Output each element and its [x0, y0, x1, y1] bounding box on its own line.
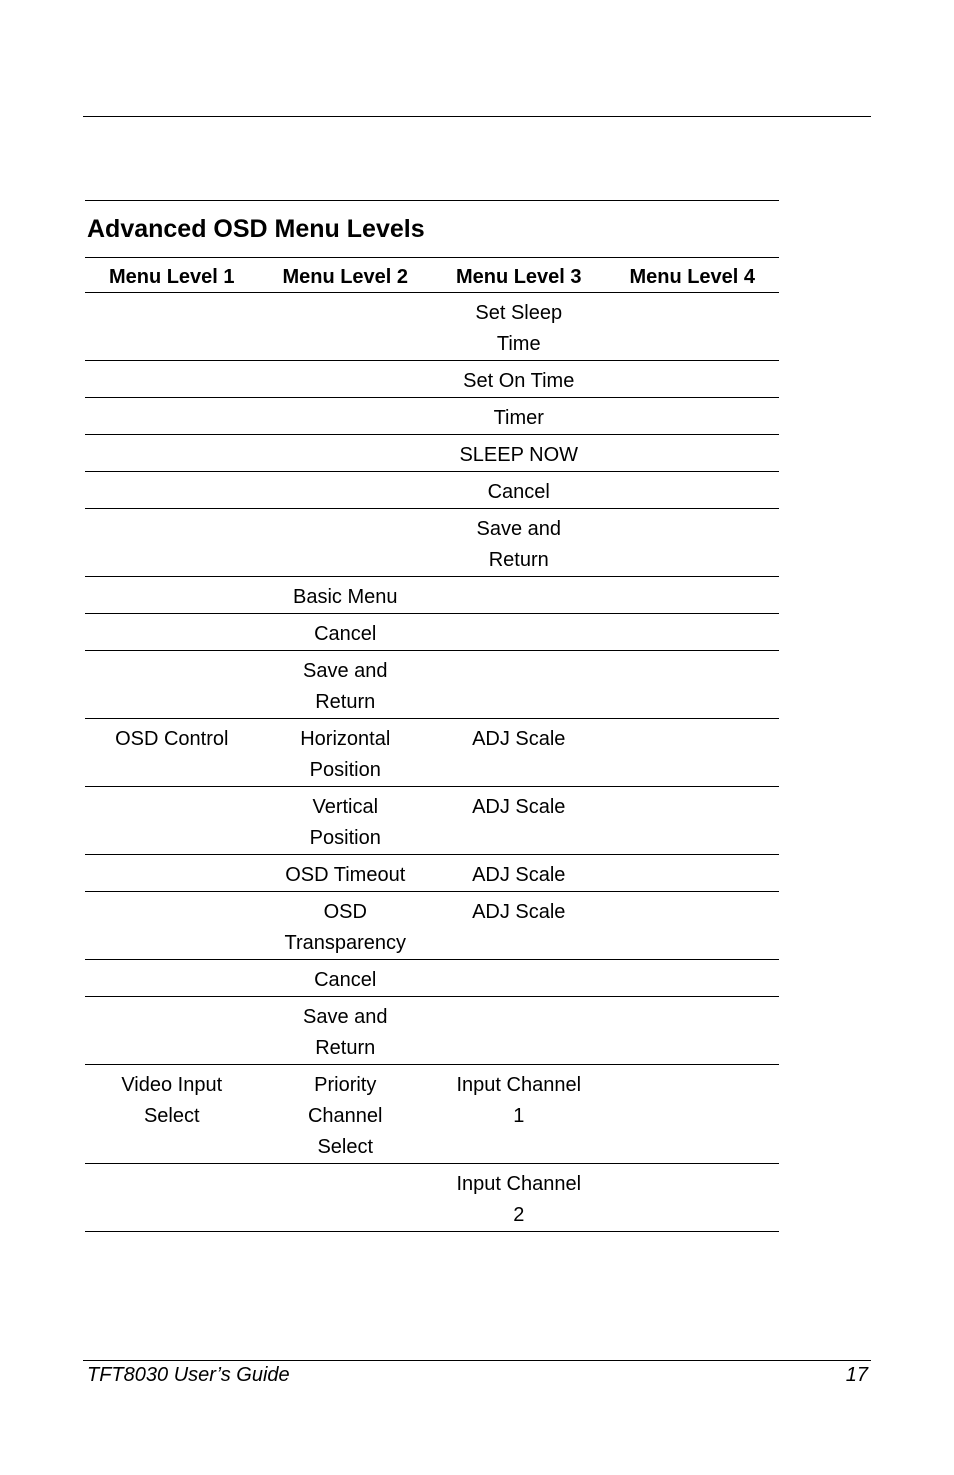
table-cell: Set On Time: [432, 361, 606, 398]
table-cell: OSD Transparency: [259, 892, 433, 960]
table-cell: [259, 361, 433, 398]
table-row: [85, 509, 779, 577]
table-cell: Basic Menu: [259, 577, 433, 614]
table-cell: [606, 855, 780, 892]
table-cell: [606, 651, 780, 719]
table-row: [85, 1065, 779, 1164]
table-cell: [85, 960, 259, 997]
table-cell: [432, 997, 606, 1065]
table-cell: OSD Timeout: [259, 855, 433, 892]
header-rule: [83, 116, 871, 117]
table-row: [85, 787, 779, 855]
table-row: [85, 719, 779, 787]
table-cell: [85, 614, 259, 651]
table-cell: Video Input Select: [85, 1065, 259, 1164]
table-row: [85, 997, 779, 1065]
table-cell: [432, 614, 606, 651]
table-cell: [606, 997, 780, 1065]
table-cell: [85, 472, 259, 509]
table-row: [85, 1164, 779, 1232]
table-cell: OSD Control: [85, 719, 259, 787]
table-cell: [606, 719, 780, 787]
table-cell: [606, 509, 780, 577]
table-cell: [85, 892, 259, 960]
column-header: Menu Level 3: [432, 258, 606, 293]
table-cell: [606, 361, 780, 398]
table-cell: [85, 855, 259, 892]
table-cell: [85, 1164, 259, 1232]
table-cell: Cancel: [432, 472, 606, 509]
table-cell: [85, 787, 259, 855]
table-cell: [85, 293, 259, 361]
table-row: [85, 472, 779, 509]
table-cell: [259, 509, 433, 577]
table-cell: SLEEP NOW: [432, 435, 606, 472]
table-cell: [606, 787, 780, 855]
table-cell: [259, 472, 433, 509]
table-row: [85, 435, 779, 472]
column-header: Menu Level 1: [85, 258, 259, 293]
page-number: 17: [845, 1364, 868, 1386]
table-row: [85, 293, 779, 361]
table-row: [85, 960, 779, 997]
table-cell: [606, 472, 780, 509]
column-header: Menu Level 4: [606, 258, 780, 293]
table-cell: [606, 435, 780, 472]
table-cell: [85, 435, 259, 472]
table-cell: Vertical Position: [259, 787, 433, 855]
table-cell: [606, 960, 780, 997]
column-header: Menu Level 2: [259, 258, 433, 293]
table-cell: [432, 577, 606, 614]
table-cell: Input Channel 2: [432, 1164, 606, 1232]
table-cell: Input Channel 1: [432, 1065, 606, 1164]
table-cell: Save and Return: [259, 997, 433, 1065]
table-row: [85, 651, 779, 719]
table-cell: [259, 435, 433, 472]
footer-guide-title: TFT8030 User’s Guide: [87, 1364, 290, 1386]
table-cell: [432, 960, 606, 997]
table-cell: ADJ Scale: [432, 892, 606, 960]
table-cell: Cancel: [259, 960, 433, 997]
table-row: [85, 892, 779, 960]
table-row: [85, 361, 779, 398]
table-cell: [259, 293, 433, 361]
table-cell: Set Sleep Time: [432, 293, 606, 361]
table-cell: [85, 651, 259, 719]
table-cell: [85, 361, 259, 398]
table-cell: [259, 398, 433, 435]
table-cell: Timer: [432, 398, 606, 435]
table-cell: [606, 577, 780, 614]
table-cell: [606, 892, 780, 960]
table-cell: [606, 1164, 780, 1232]
table-cell: [606, 398, 780, 435]
table-cell: ADJ Scale: [432, 855, 606, 892]
table-row: [85, 855, 779, 892]
table-row: [85, 614, 779, 651]
table-cell: [85, 997, 259, 1065]
table-cell: Priority Channel Select: [259, 1065, 433, 1164]
table-row: [85, 398, 779, 435]
table-cell: [85, 577, 259, 614]
table-cell: [85, 398, 259, 435]
table-cell: [606, 1065, 780, 1164]
table-cell: [606, 614, 780, 651]
table-cell: Save and Return: [432, 509, 606, 577]
table-cell: [432, 651, 606, 719]
table-body: [85, 293, 779, 1232]
table-cell: [259, 1164, 433, 1232]
table-cell: [85, 509, 259, 577]
footer-rule: [83, 1360, 871, 1361]
table-cell: Horizontal Position: [259, 719, 433, 787]
table-cell: [606, 293, 780, 361]
table-cell: ADJ Scale: [432, 719, 606, 787]
menu-levels-table: [85, 257, 779, 1232]
menu-levels-table-block: [85, 200, 779, 1232]
table-row: [85, 577, 779, 614]
table-header-row: [85, 258, 779, 293]
table-cell: Cancel: [259, 614, 433, 651]
table-title: Advanced OSD Menu Levels: [87, 215, 425, 243]
table-cell: Save and Return: [259, 651, 433, 719]
table-cell: ADJ Scale: [432, 787, 606, 855]
